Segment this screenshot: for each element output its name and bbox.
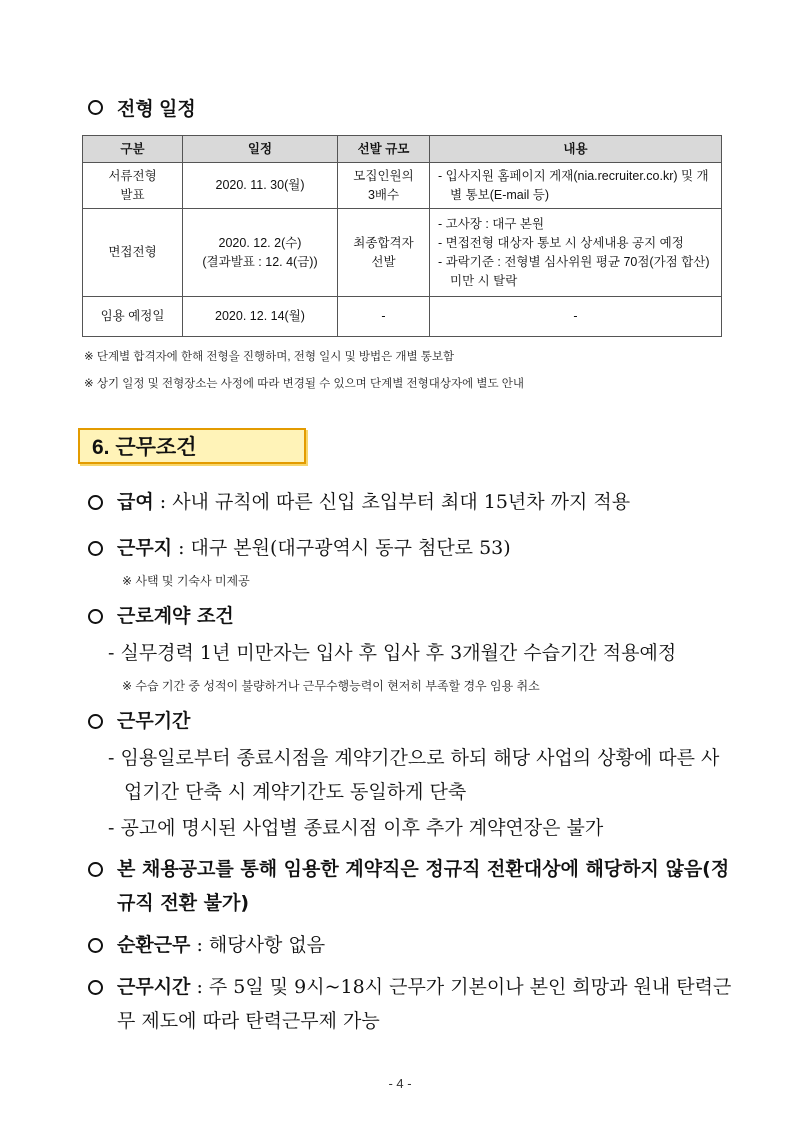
period-line: - 임용일로부터 종료시점을 계약기간으로 하되 해당 사업의 상황에 따른 사업기간 단축 시 계약기간도 동일하게 단축 [108,747,720,803]
cell-date: 2020. 12. 2(수) (결과발표 : 12. 4(금)) [183,209,338,297]
schedule-table [82,135,722,337]
cell-scale: 모집인원의 3배수 [338,163,430,209]
cell-category: 면접전형 [83,209,183,297]
regular-conversion-item: 본 채용공고를 통해 임용한 계약직은 정규직 전환대상에 해당하지 않음(정규직 전환 불가) [88,852,738,920]
circle-bullet-icon [88,714,103,729]
circle-bullet-icon [88,980,103,995]
salary-item: 급여 : 사내 규칙에 따른 신입 초입부터 최대 15년차 까지 적용 [88,485,738,519]
location-item: 근무지 : 대구 본원(대구광역시 동구 첨단로 53) [88,531,738,565]
circle-bullet-icon [88,541,103,556]
contract-note: ※ 수습 기간 중 성적이 불량하거나 근무수행능력이 현저히 부족할 경우 임용 취소 [122,679,540,693]
cell-date: 2020. 11. 30(월) [183,163,338,209]
schedule-heading [88,94,196,121]
rotation-item: 순환근무 : 해당사항 없음 [88,928,738,962]
section-heading: 6. 근무조건 [78,428,306,464]
schedule-note: ※ 상기 일정 및 전형장소는 사정에 따라 변경될 수 있으며 단계별 전형대상자에 별도 안내 [84,378,524,390]
table-row [83,297,722,337]
header-content: 내용 [430,136,722,163]
cell-content: - 고사장 : 대구 본원 - 면접전형 대상자 통보 시 상세내용 공지 예정 - 과락기준 : 전형별 심사위원 평균 70점(가점 합산) 미만 시 탈락 [430,209,722,297]
cell-content: - 입사지원 홈페이지 게재(nia.recruiter.co.kr) 및 개별 통보(E-mail 등) [430,163,722,209]
period-item: 근무기간 [88,704,738,738]
circle-bullet-icon [88,495,103,510]
circle-bullet-icon [88,100,103,115]
contract-item: 근로계약 조건 [88,599,738,633]
header-category: 구분 [83,136,183,163]
page-number: - 4 - [388,1076,412,1091]
cell-category: 서류전형 발표 [83,163,183,209]
header-scale: 선발 규모 [338,136,430,163]
contract-line: - 실무경력 1년 미만자는 입사 후 입사 후 3개월간 수습기간 적용예정 [108,642,677,664]
hours-item: 근무시간 : 주 5일 및 9시~18시 근무가 기본이나 본인 희망과 원내 탄력근무 제도에 따라 탄력근무제 가능 [88,970,738,1038]
table-row [83,209,722,297]
cell-date: 2020. 12. 14(월) [183,297,338,337]
table-header-row [83,136,722,163]
circle-bullet-icon [88,938,103,953]
circle-bullet-icon [88,609,103,624]
header-date: 일정 [183,136,338,163]
cell-scale: - [338,297,430,337]
schedule-title: 전형 일정 [117,99,196,120]
circle-bullet-icon [88,862,103,877]
schedule-note: ※ 단계별 합격자에 한해 전형을 진행하며, 전형 일시 및 방법은 개별 통보함 [84,351,455,363]
location-note: ※ 사택 및 기숙사 미제공 [122,574,250,588]
cell-content: - [430,297,722,337]
cell-scale: 최종합격자 선발 [338,209,430,297]
cell-category: 임용 예정일 [83,297,183,337]
table-row [83,163,722,209]
period-line: - 공고에 명시된 사업별 종료시점 이후 추가 계약연장은 불가 [108,817,604,839]
